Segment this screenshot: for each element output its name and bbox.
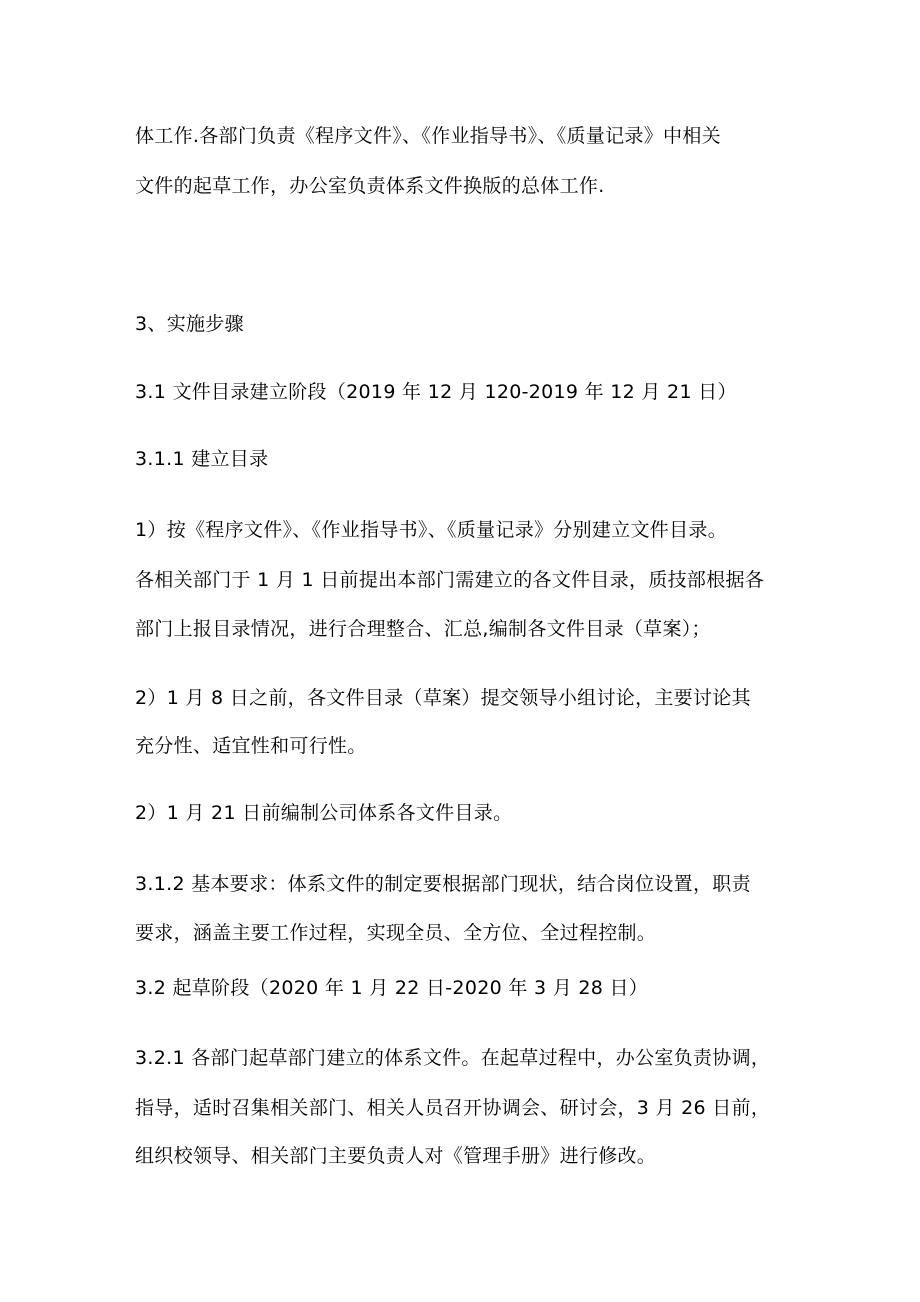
paragraph-line: 1）按《程序文件》、《作业指导书》、《质量记录》分别建立文件目录。 bbox=[135, 519, 727, 541]
subsection-heading: 3.1.1 建立目录 bbox=[135, 448, 269, 470]
paragraph-line: 体工作.各部门负责《程序文件》、《作业指导书》、《质量记录》中相关 bbox=[135, 125, 721, 147]
paragraph-line: 要求，涵盖主要工作过程，实现全员、全方位、全过程控制。 bbox=[135, 922, 657, 944]
paragraph-line: 2）1 月 21 日前编制公司体系各文件目录。 bbox=[135, 802, 513, 824]
paragraph-line: 指导，适时召集相关部门、相关人员召开协调会、研讨会，3 月 26 日前， bbox=[135, 1097, 771, 1119]
subsection-heading: 3.1 文件目录建立阶段（2019 年 12 月 120-2019 年 12 月 21 日） bbox=[135, 381, 737, 403]
paragraph-line: 各相关部门于 1 月 1 日前提出本部门需建立的各文件目录，质技部根据各 bbox=[135, 569, 765, 591]
paragraph-line: 2）1 月 8 日之前，各文件目录（草案）提交领导小组讨论，主要讨论其 bbox=[135, 687, 751, 709]
paragraph-line: 部门上报目录情况，进行合理整合、汇总,编制各文件目录（草案）； bbox=[135, 618, 711, 640]
paragraph-line: 3.1.2 基本要求：体系文件的制定要根据部门现状，结合岗位设置，职责 bbox=[135, 873, 751, 895]
subsection-heading: 3.2 起草阶段（2020 年 1 月 22 日-2020 年 3 月 28 日） bbox=[135, 977, 649, 999]
paragraph-line: 充分性、适宜性和可行性。 bbox=[135, 735, 367, 757]
paragraph-line: 3.2.1 各部门起草部门建立的体系文件。在起草过程中，办公室负责协调， bbox=[135, 1047, 771, 1069]
section-heading: 3、实施步骤 bbox=[135, 313, 244, 335]
paragraph-line: 组织校领导、相关部门主要负责人对《管理手册》进行修改。 bbox=[135, 1145, 657, 1167]
paragraph-line: 文件的起草工作，办公室负责体系文件换版的总体工作. bbox=[135, 175, 605, 197]
